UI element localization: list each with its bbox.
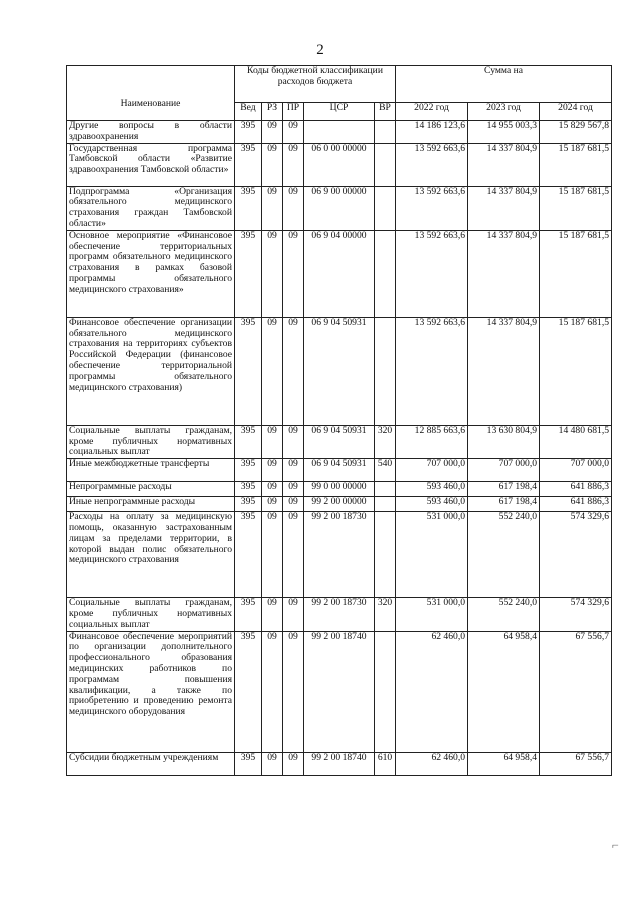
table-row [67,497,612,512]
cell-vr [375,631,396,752]
cell-pr: 09 [283,631,304,752]
cell-y2024: 15 187 681,5 [540,230,612,317]
cell-vr: 320 [375,425,396,458]
table-row [67,512,612,598]
cell-ved: 395 [235,425,262,458]
cell-csr: 99 2 00 18740 [304,752,375,775]
cell-vr [375,482,396,497]
cell-pr: 09 [283,497,304,512]
cell-ved: 395 [235,598,262,631]
cell-rz: 09 [262,482,283,497]
cell-pr: 09 [283,143,304,186]
cell-ved: 395 [235,186,262,230]
table-header [67,66,612,121]
header-sum: Сумма на [396,66,612,103]
budget-table [66,65,612,776]
cell-csr: 99 0 00 00000 [304,482,375,497]
table-row [67,143,612,186]
cell-pr: 09 [283,459,304,482]
cell-rz: 09 [262,512,283,598]
cell-y2022: 14 186 123,6 [396,121,468,144]
cell-y2023: 64 958,4 [468,631,540,752]
table-row [67,317,612,425]
header-ved: Вед [235,103,262,121]
cell-ved: 395 [235,317,262,425]
cell-y2022: 13 592 663,6 [396,143,468,186]
cell-pr: 09 [283,482,304,497]
cell-vr [375,186,396,230]
cell-csr [304,121,375,144]
cell-y2023: 14 955 003,3 [468,121,540,144]
cell-y2022: 62 460,0 [396,631,468,752]
cell-y2024: 707 000,0 [540,459,612,482]
cell-y2024: 15 187 681,5 [540,317,612,425]
cell-y2023: 14 337 804,9 [468,317,540,425]
cell-vr [375,512,396,598]
cell-ved: 395 [235,230,262,317]
cell-name: Иные межбюджетные трансферты [67,459,235,482]
cell-rz: 09 [262,598,283,631]
header-csr: ЦСР [304,103,375,121]
cell-y2022: 531 000,0 [396,598,468,631]
cell-csr: 06 0 00 00000 [304,143,375,186]
table-row [67,230,612,317]
cell-y2022: 593 460,0 [396,482,468,497]
cell-csr: 99 2 00 18740 [304,631,375,752]
cell-csr: 06 9 04 00000 [304,230,375,317]
cell-y2023: 617 198,4 [468,497,540,512]
page-number: 2 [316,42,324,58]
table-row [67,482,612,497]
cell-rz: 09 [262,425,283,458]
cell-y2024: 574 329,6 [540,512,612,598]
cell-y2024: 15 187 681,5 [540,186,612,230]
cell-ved: 395 [235,482,262,497]
cell-pr: 09 [283,598,304,631]
cell-y2024: 67 556,7 [540,752,612,775]
cell-y2022: 531 000,0 [396,512,468,598]
header-rz: РЗ [262,103,283,121]
cell-name: Государственная программа Тамбовской области «Развитие здравоохранения Тамбовской области» [67,143,235,186]
cell-name: Субсидии бюджетным учреждениям [67,752,235,775]
cell-ved: 395 [235,143,262,186]
table-row [67,459,612,482]
cell-y2023: 14 337 804,9 [468,230,540,317]
cell-pr: 09 [283,121,304,144]
cell-pr: 09 [283,425,304,458]
cell-y2022: 62 460,0 [396,752,468,775]
cell-csr: 06 9 04 50931 [304,317,375,425]
cell-y2023: 14 337 804,9 [468,186,540,230]
cell-ved: 395 [235,512,262,598]
cell-name: Иные непрограммные расходы [67,497,235,512]
table-row [67,752,612,775]
cell-vr [375,317,396,425]
cell-y2023: 64 958,4 [468,752,540,775]
header-pr: ПР [283,103,304,121]
cell-csr: 99 2 00 18730 [304,512,375,598]
cell-pr: 09 [283,186,304,230]
cell-vr [375,497,396,512]
cell-y2022: 12 885 663,6 [396,425,468,458]
table-row [67,631,612,752]
cell-rz: 09 [262,752,283,775]
staple-mark: ⌐ [612,838,619,852]
header-2023: 2023 год [468,103,540,121]
cell-ved: 395 [235,459,262,482]
header-codes: Коды бюджетной классификации расходов бюджета [235,66,396,103]
cell-name: Социальные выплаты гражданам, кроме публичных нормативных социальных выплат [67,425,235,458]
cell-csr: 06 9 00 00000 [304,186,375,230]
cell-y2022: 593 460,0 [396,497,468,512]
cell-y2024: 641 886,3 [540,497,612,512]
cell-y2022: 707 000,0 [396,459,468,482]
cell-pr: 09 [283,512,304,598]
cell-vr [375,230,396,317]
cell-ved: 395 [235,631,262,752]
cell-vr: 320 [375,598,396,631]
cell-name: Финансовое обеспечение организации обязательного медицинского страхования на территориях субъектов Российской Федерации (финансовое обеспечение территориальной программы обязательного медицинского страхования) [67,317,235,425]
cell-rz: 09 [262,317,283,425]
cell-pr: 09 [283,752,304,775]
cell-csr: 06 9 04 50931 [304,459,375,482]
table-row [67,121,612,144]
cell-rz: 09 [262,230,283,317]
cell-csr: 06 9 04 50931 [304,425,375,458]
cell-y2023: 617 198,4 [468,482,540,497]
cell-name: Подпрограмма «Организация обязательного медицинского страхования граждан Тамбовской области» [67,186,235,230]
cell-rz: 09 [262,143,283,186]
cell-y2023: 707 000,0 [468,459,540,482]
cell-rz: 09 [262,121,283,144]
cell-pr: 09 [283,317,304,425]
header-2022: 2022 год [396,103,468,121]
table-row [67,598,612,631]
cell-ved: 395 [235,752,262,775]
cell-name: Основное мероприятие «Финансовое обеспечение территориальных программ обязательного медицинского страхования в рамках базовой программы обязательного медицинского страхования» [67,230,235,317]
header-name: Наименование [67,66,235,121]
cell-y2022: 13 592 663,6 [396,317,468,425]
cell-y2022: 13 592 663,6 [396,230,468,317]
cell-y2024: 14 480 681,5 [540,425,612,458]
cell-y2024: 15 187 681,5 [540,143,612,186]
cell-name: Другие вопросы в области здравоохранения [67,121,235,144]
cell-name: Финансовое обеспечение мероприятий по организации дополнительного профессионального образования медицинских работников по программам повышения квалификации, а также по приобретению и проведению ремонта медицинского оборудования [67,631,235,752]
cell-rz: 09 [262,631,283,752]
cell-name: Социальные выплаты гражданам, кроме публичных нормативных социальных выплат [67,598,235,631]
cell-y2022: 13 592 663,6 [396,186,468,230]
header-2024: 2024 год [540,103,612,121]
cell-rz: 09 [262,459,283,482]
table-body [67,121,612,776]
cell-csr: 99 2 00 18730 [304,598,375,631]
cell-pr: 09 [283,230,304,317]
header-vr: ВР [375,103,396,121]
cell-rz: 09 [262,186,283,230]
cell-y2023: 552 240,0 [468,598,540,631]
cell-ved: 395 [235,497,262,512]
cell-name: Непрограммные расходы [67,482,235,497]
cell-y2024: 67 556,7 [540,631,612,752]
cell-vr [375,143,396,186]
cell-ved: 395 [235,121,262,144]
cell-y2024: 574 329,6 [540,598,612,631]
cell-y2024: 641 886,3 [540,482,612,497]
table-row [67,186,612,230]
cell-y2024: 15 829 567,8 [540,121,612,144]
cell-y2023: 13 630 804,9 [468,425,540,458]
cell-csr: 99 2 00 00000 [304,497,375,512]
table-row [67,425,612,458]
cell-y2023: 552 240,0 [468,512,540,598]
cell-vr [375,121,396,144]
cell-vr: 540 [375,459,396,482]
cell-y2023: 14 337 804,9 [468,143,540,186]
cell-vr: 610 [375,752,396,775]
cell-name: Расходы на оплату за медицинскую помощь, оказанную застрахованным лицам за пределами территории, в которой выдан полис обязательного медицинского страхования [67,512,235,598]
cell-rz: 09 [262,497,283,512]
